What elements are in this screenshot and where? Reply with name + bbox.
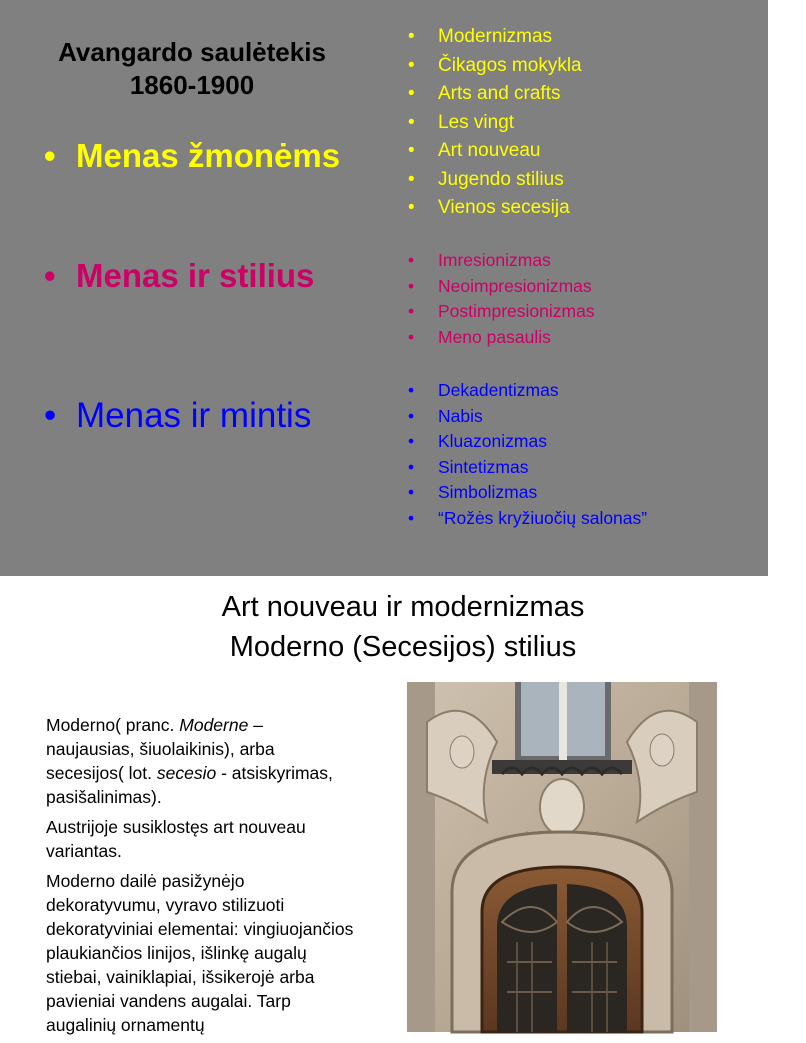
big-bullet-label: Menas žmonėms (76, 137, 341, 174)
list-item-label: Čikagos mokykla (438, 54, 582, 76)
bullet-icon: • (44, 257, 56, 294)
text-run: – naujausias, šiuolaikinis), arba secesijos( lot. (46, 715, 275, 783)
list-item (408, 326, 595, 352)
text-run: Moderno( pranc. (46, 715, 180, 735)
big-bullet-label: Menas ir mintis (76, 396, 312, 435)
list-item (408, 456, 647, 482)
big-bullet-menas-zmonems (44, 136, 340, 176)
list-item-label: Jugendo stilius (438, 168, 564, 190)
list-item-label: Modernizmas (438, 26, 553, 47)
slide-2-body (46, 713, 356, 1043)
list-item (408, 138, 582, 167)
list-item-label: Dekadentizmas (438, 380, 559, 400)
bullet-icon: • (408, 405, 415, 426)
title-line-2: Moderno (Secesijos) stilius (229, 631, 577, 663)
list-item (408, 300, 595, 326)
list-item (408, 24, 582, 53)
bullet-icon: • (408, 111, 415, 133)
bullet-icon: • (408, 482, 415, 502)
bullet-icon: • (408, 326, 415, 347)
list-item-label: Imresionizmas (438, 250, 551, 270)
list-item (408, 110, 582, 139)
list-item-label: Nabis (438, 405, 483, 426)
big-bullet-menas-ir-mintis (44, 396, 311, 436)
big-bullet-menas-ir-stilius (44, 256, 314, 296)
bullet-icon: • (44, 396, 57, 435)
bullet-icon: • (408, 168, 415, 190)
bullet-icon: • (408, 507, 415, 528)
paragraph-austria: Austrijoje susiklostęs art nouveau variantas. (46, 817, 306, 861)
list-item-label: Vienos secesija (438, 197, 570, 218)
list-item-label: Simbolizmas (438, 482, 538, 502)
list-item-label: “Rožės kryžiuočių salonas” (438, 507, 648, 528)
bullet-icon: • (408, 26, 415, 47)
paragraph-definition (46, 713, 356, 809)
title-line-2: 1860-1900 (129, 70, 255, 100)
text-run-italic: Moderne (179, 715, 249, 735)
bullet-icon: • (408, 456, 415, 477)
list-item (408, 507, 647, 533)
list-styles-magenta (408, 249, 595, 351)
list-item-label: Arts and crafts (438, 83, 561, 104)
bullet-icon: • (408, 275, 415, 296)
list-item-label: Meno pasaulis (438, 326, 551, 347)
list-item-label: Kluazonizmas (438, 431, 547, 451)
text-run: - atsiskyrimas, pasišalinimas). (46, 763, 333, 807)
list-item (408, 81, 582, 110)
list-item (408, 405, 647, 431)
big-bullet-label: Menas ir stilius (76, 257, 315, 294)
list-item (408, 379, 647, 405)
bullet-icon: • (408, 140, 415, 161)
list-styles-yellow (408, 24, 582, 224)
art-nouveau-facade-photo (407, 682, 717, 1032)
bullet-icon: • (408, 54, 415, 76)
list-item-label: Art nouveau (438, 140, 541, 161)
bullet-icon: • (408, 250, 415, 270)
list-item (408, 481, 647, 507)
title-line-1: Avangardo saulėtekis (58, 37, 326, 67)
title-line-1: Art nouveau ir modernizmas (221, 591, 585, 623)
list-item (408, 53, 582, 82)
slide-2-title (0, 587, 806, 667)
slide-2 (0, 576, 768, 1035)
text-run-italic: secesio (156, 763, 217, 783)
bullet-icon: • (408, 83, 415, 104)
list-item (408, 249, 595, 275)
bullet-icon: • (408, 380, 415, 400)
bullet-icon: • (408, 301, 415, 321)
list-item-label: Sintetizmas (438, 456, 529, 477)
list-item (408, 275, 595, 301)
bullet-icon: • (44, 137, 56, 174)
list-item-label: Postimpresionizmas (438, 301, 595, 321)
list-item (408, 195, 582, 224)
bullet-icon: • (408, 197, 415, 218)
list-item (408, 430, 647, 456)
list-styles-blue (408, 379, 647, 532)
paragraph-description: Moderno dailė pasižynėjo dekoratyvumu, vyravo stilizuoti dekoratyviniai elementai: vingiuojančios plaukiančios linijos, išlinkę augalų stiebai, vainiklapiai, išsikerojė arba pavieniai vandens augalai. Tarp augalinių ornamentų (46, 871, 354, 1035)
list-item-label: Les vingt (438, 111, 515, 133)
slide-1-title (20, 36, 364, 102)
list-item (408, 167, 582, 196)
bullet-icon: • (408, 431, 415, 451)
list-item-label: Neoimpresionizmas (438, 275, 592, 296)
